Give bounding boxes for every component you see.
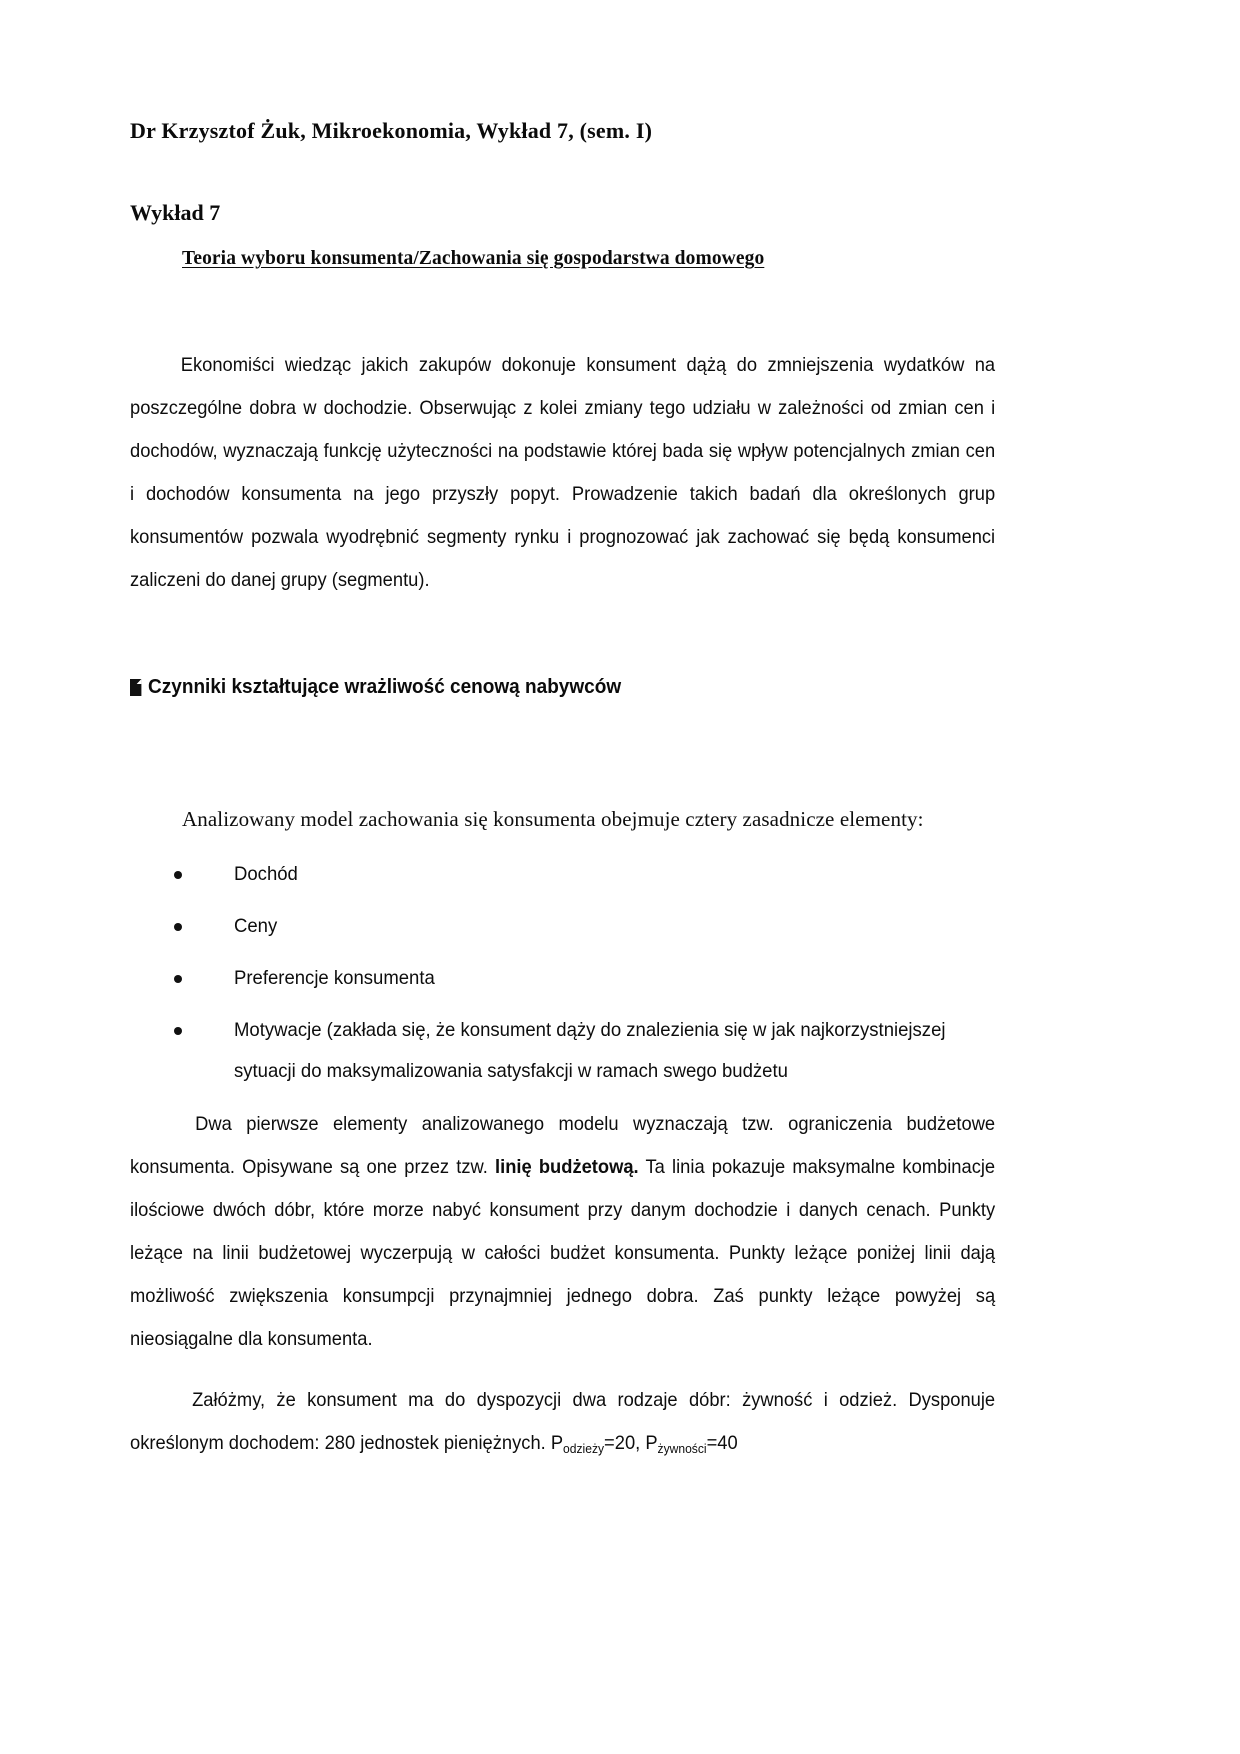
spacer (130, 602, 995, 676)
list-item (130, 1010, 995, 1092)
list-item-label: Dochód (234, 863, 298, 885)
document-glyph-icon (130, 679, 141, 696)
price-clothing-subscript: odzieży (563, 1441, 605, 1457)
assumption-part2: =20, P (604, 1432, 658, 1454)
spacer (130, 699, 995, 773)
bullet-dot-icon (174, 975, 182, 983)
section-heading-label: Czynniki kształtujące wrażliwość cenową nabywców (148, 676, 622, 698)
document-content (130, 118, 995, 1466)
list-item-label: Ceny (234, 915, 278, 937)
assumption-paragraph (130, 1379, 995, 1466)
budget-paragraph (130, 1103, 995, 1361)
lecture-number: Wykład 7 (130, 200, 221, 225)
model-intro-line: Analizowany model zachowania się konsumenta obejmuje cztery zasadnicze elementy: (182, 807, 924, 831)
spacer (130, 1361, 995, 1379)
document-header: Dr Krzysztof Żuk, Mikroekonomia, Wykład 7, (sem. I) (130, 118, 653, 143)
intro-paragraph: Ekonomiści wiedząc jakich zakupów dokonuje konsument dążą do zmniejszenia wydatków na poszczególne dobra w dochodzie. Obserwując z kolei zmiany tego udziału w zależności od zmian cen i dochodów, wyznaczają funkcję użyteczności na podstawie której bada się wpływ potencjalnych zmian cen i dochodów konsumenta na jego przyszły popyt. Prowadzenie takich badań dla określonych grup konsumentów pozwala wyodrębnić segmenty rynku i prognozować jak zachować się będą konsumenci zaliczeni do danej grupy (segmentu). (130, 354, 996, 591)
section-heading (130, 676, 952, 699)
spacer (130, 270, 995, 344)
lecture-topic-title: Teoria wyboru konsumenta/Zachowania się gospodarstwa domowego (182, 248, 765, 269)
list-item (130, 854, 995, 895)
budget-paragraph-part1: Dwa pierwsze elementy analizowanego modelu wyznaczają tzw. ograniczenia budżetowe konsumenta. Opisywane są one przez tzw. (130, 1113, 996, 1178)
list-item (130, 906, 995, 947)
assumption-part3: =40 (706, 1432, 738, 1454)
list-item-label: Motywacje (zakłada się, że konsument dąży do znalezienia się w jak najkorzystniejszej sytuacji do maksymalizowania satysfakcji w ramach swego budżetu (234, 1019, 946, 1082)
budget-paragraph-part2: Ta linia pokazuje maksymalne kombinacje ilościowe dwóch dóbr, które morze nabyć konsument przy danym dochodzie i danych cenach. Punkty leżące na linii budżetowej wyczerpują w całości budżet konsumenta. Punkty leżące poniżej linii dają możliwość zwiększenia konsumpcji przynajmniej jednego dobra. Zaś punkty leżące powyżej są nieosiągalne dla konsumenta. (130, 1156, 996, 1350)
model-elements-list (130, 854, 995, 1092)
spacer (130, 773, 995, 807)
budget-line-emphasis: linię budżetową. (495, 1156, 639, 1178)
bullet-dot-icon (174, 871, 182, 879)
list-item-label: Preferencje konsumenta (234, 967, 435, 989)
assumption-part1: Załóżmy, że konsument ma do dyspozycji dwa rodzaje dóbr: żywność i odzież. Dysponuje określonym dochodem: 280 jednostek pieniężnych. P (130, 1389, 996, 1454)
price-food-subscript: żywności (657, 1441, 707, 1457)
bullet-dot-icon (174, 1027, 182, 1035)
list-item (130, 958, 995, 999)
bullet-dot-icon (174, 923, 182, 931)
